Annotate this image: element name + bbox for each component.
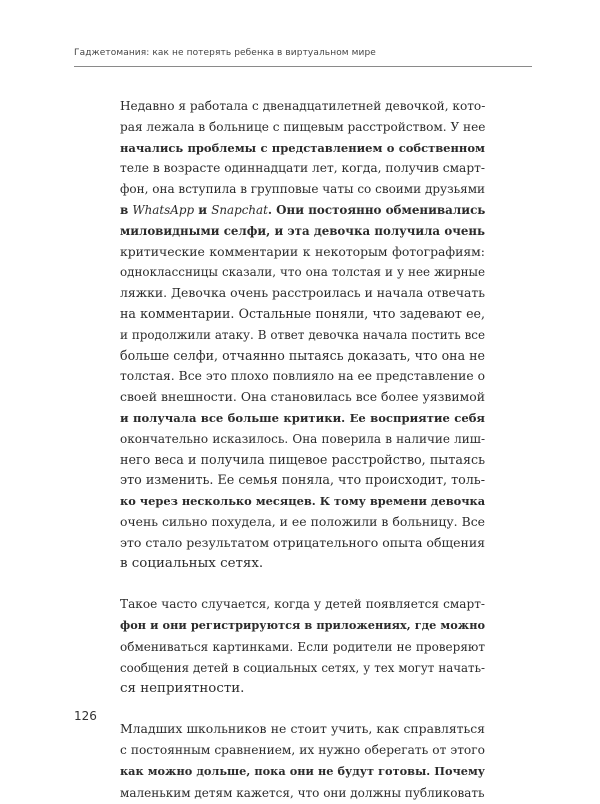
text-run: одноклассницы сказали, что она толстая и у нее жирные xyxy=(120,265,485,280)
page-number: 126 xyxy=(74,709,97,723)
text-line xyxy=(120,679,485,700)
text-line xyxy=(120,658,485,679)
text-run: как можно дольше, пока они не будут готовы. Почему xyxy=(120,763,485,778)
text-line xyxy=(120,304,485,325)
text-run: обмениваться картинками. Если родители не проверяют xyxy=(120,639,485,654)
text-line xyxy=(120,366,485,387)
text-line xyxy=(120,594,485,615)
text-run: начались проблемы с представлением о собственном xyxy=(120,140,485,155)
text-line xyxy=(120,408,485,429)
text-run: сообщения детей в социальных сетях, у тех могут начать- xyxy=(120,660,485,675)
paragraph-3 xyxy=(120,719,485,803)
text-line xyxy=(120,138,485,159)
text-line xyxy=(120,117,485,138)
text-run: и xyxy=(194,202,212,217)
text-run: ко через несколько месяцев. К тому времени девочка xyxy=(120,494,486,509)
text-line xyxy=(120,783,485,804)
text-run: WhatsApp xyxy=(132,202,195,217)
text-line xyxy=(120,740,485,761)
text-run: окончательно исказилось. Она поверила в наличие лиш- xyxy=(120,431,485,446)
text-line xyxy=(120,158,485,179)
header-rule xyxy=(74,66,532,67)
text-run: с постоянным сравнением, их нужно оберегать от этого xyxy=(120,743,485,758)
text-run: больше селфи, отчаянно пытаясь доказать, что она не xyxy=(120,347,485,363)
paragraph-1 xyxy=(120,96,485,574)
text-line xyxy=(120,719,485,740)
text-line xyxy=(120,242,485,263)
text-line xyxy=(120,346,485,367)
text-run: Младших школьников не стоит учить, как справляться xyxy=(120,721,485,737)
text-run: в социальных сетях. xyxy=(120,555,264,571)
text-run: маленьким детям кажется, что они должны публиковать xyxy=(120,785,485,800)
text-run: миловидными селфи, и эта девочка получила очень xyxy=(120,223,485,238)
running-header: Гаджетомания: как не потерять ребенка в виртуальном мире xyxy=(74,48,376,58)
text-line xyxy=(120,96,485,117)
text-line xyxy=(120,554,485,575)
text-line xyxy=(120,221,485,242)
text-run: фон, она вступила в групповые чаты со своими друзьями xyxy=(120,182,486,197)
text-line xyxy=(120,533,485,554)
text-run: своей внешности. Она становилась все более уязвимой xyxy=(120,389,485,405)
text-run: . Они постоянно обменивались xyxy=(267,202,486,217)
text-run: теле в возрасте одиннадцати лет, когда, получив смарт- xyxy=(120,161,485,176)
text-run: Такое часто случается, когда у детей появляется смарт- xyxy=(120,597,485,612)
text-run: на комментарии. Остальные поняли, что задевают ее, xyxy=(120,305,485,321)
text-run: ляжки. Девочка очень расстроилась и начала отвечать xyxy=(120,285,486,301)
text-run: очень сильно похудела, и ее положили в больницу. Все xyxy=(120,513,485,529)
text-run: критические комментарии к некоторым фотографиям: xyxy=(120,243,485,259)
text-line xyxy=(120,262,485,283)
text-run: и продолжили атаку. В ответ девочка начала постить все xyxy=(120,327,485,342)
text-line xyxy=(120,615,485,637)
text-line xyxy=(120,470,485,491)
text-run: фон и они регистрируются в приложениях, где можно xyxy=(120,618,485,633)
text-run: в xyxy=(120,202,133,217)
body-text xyxy=(120,96,485,804)
text-run: ся неприятности. xyxy=(120,680,245,696)
text-line xyxy=(120,637,485,658)
text-line xyxy=(120,491,485,512)
paragraph-2 xyxy=(120,594,485,699)
text-line xyxy=(120,429,485,450)
text-run: это изменить. Ее семья поняла, что происходит, толь- xyxy=(120,472,485,488)
text-line xyxy=(120,761,485,783)
text-run: это стало результатом отрицательного опыта общения xyxy=(120,534,486,550)
text-run: Snapchat xyxy=(211,202,268,217)
text-run: толстая. Все это плохо повлияло на ее представление о xyxy=(120,369,485,384)
text-line xyxy=(120,200,485,221)
text-line xyxy=(120,512,485,533)
text-run: него веса и получила пищевое расстройство, пытаясь xyxy=(120,451,485,467)
text-line xyxy=(120,179,485,200)
text-run: и получала все больше критики. Ее восприятие себя xyxy=(120,410,485,425)
text-line xyxy=(120,325,485,346)
text-run: рая лежала в больнице с пищевым расстройством. У нее xyxy=(120,119,486,134)
text-line xyxy=(120,450,485,471)
text-line xyxy=(120,387,485,408)
text-line xyxy=(120,283,485,304)
text-run: Недавно я работала с двенадцатилетней девочкой, кото- xyxy=(120,99,486,113)
